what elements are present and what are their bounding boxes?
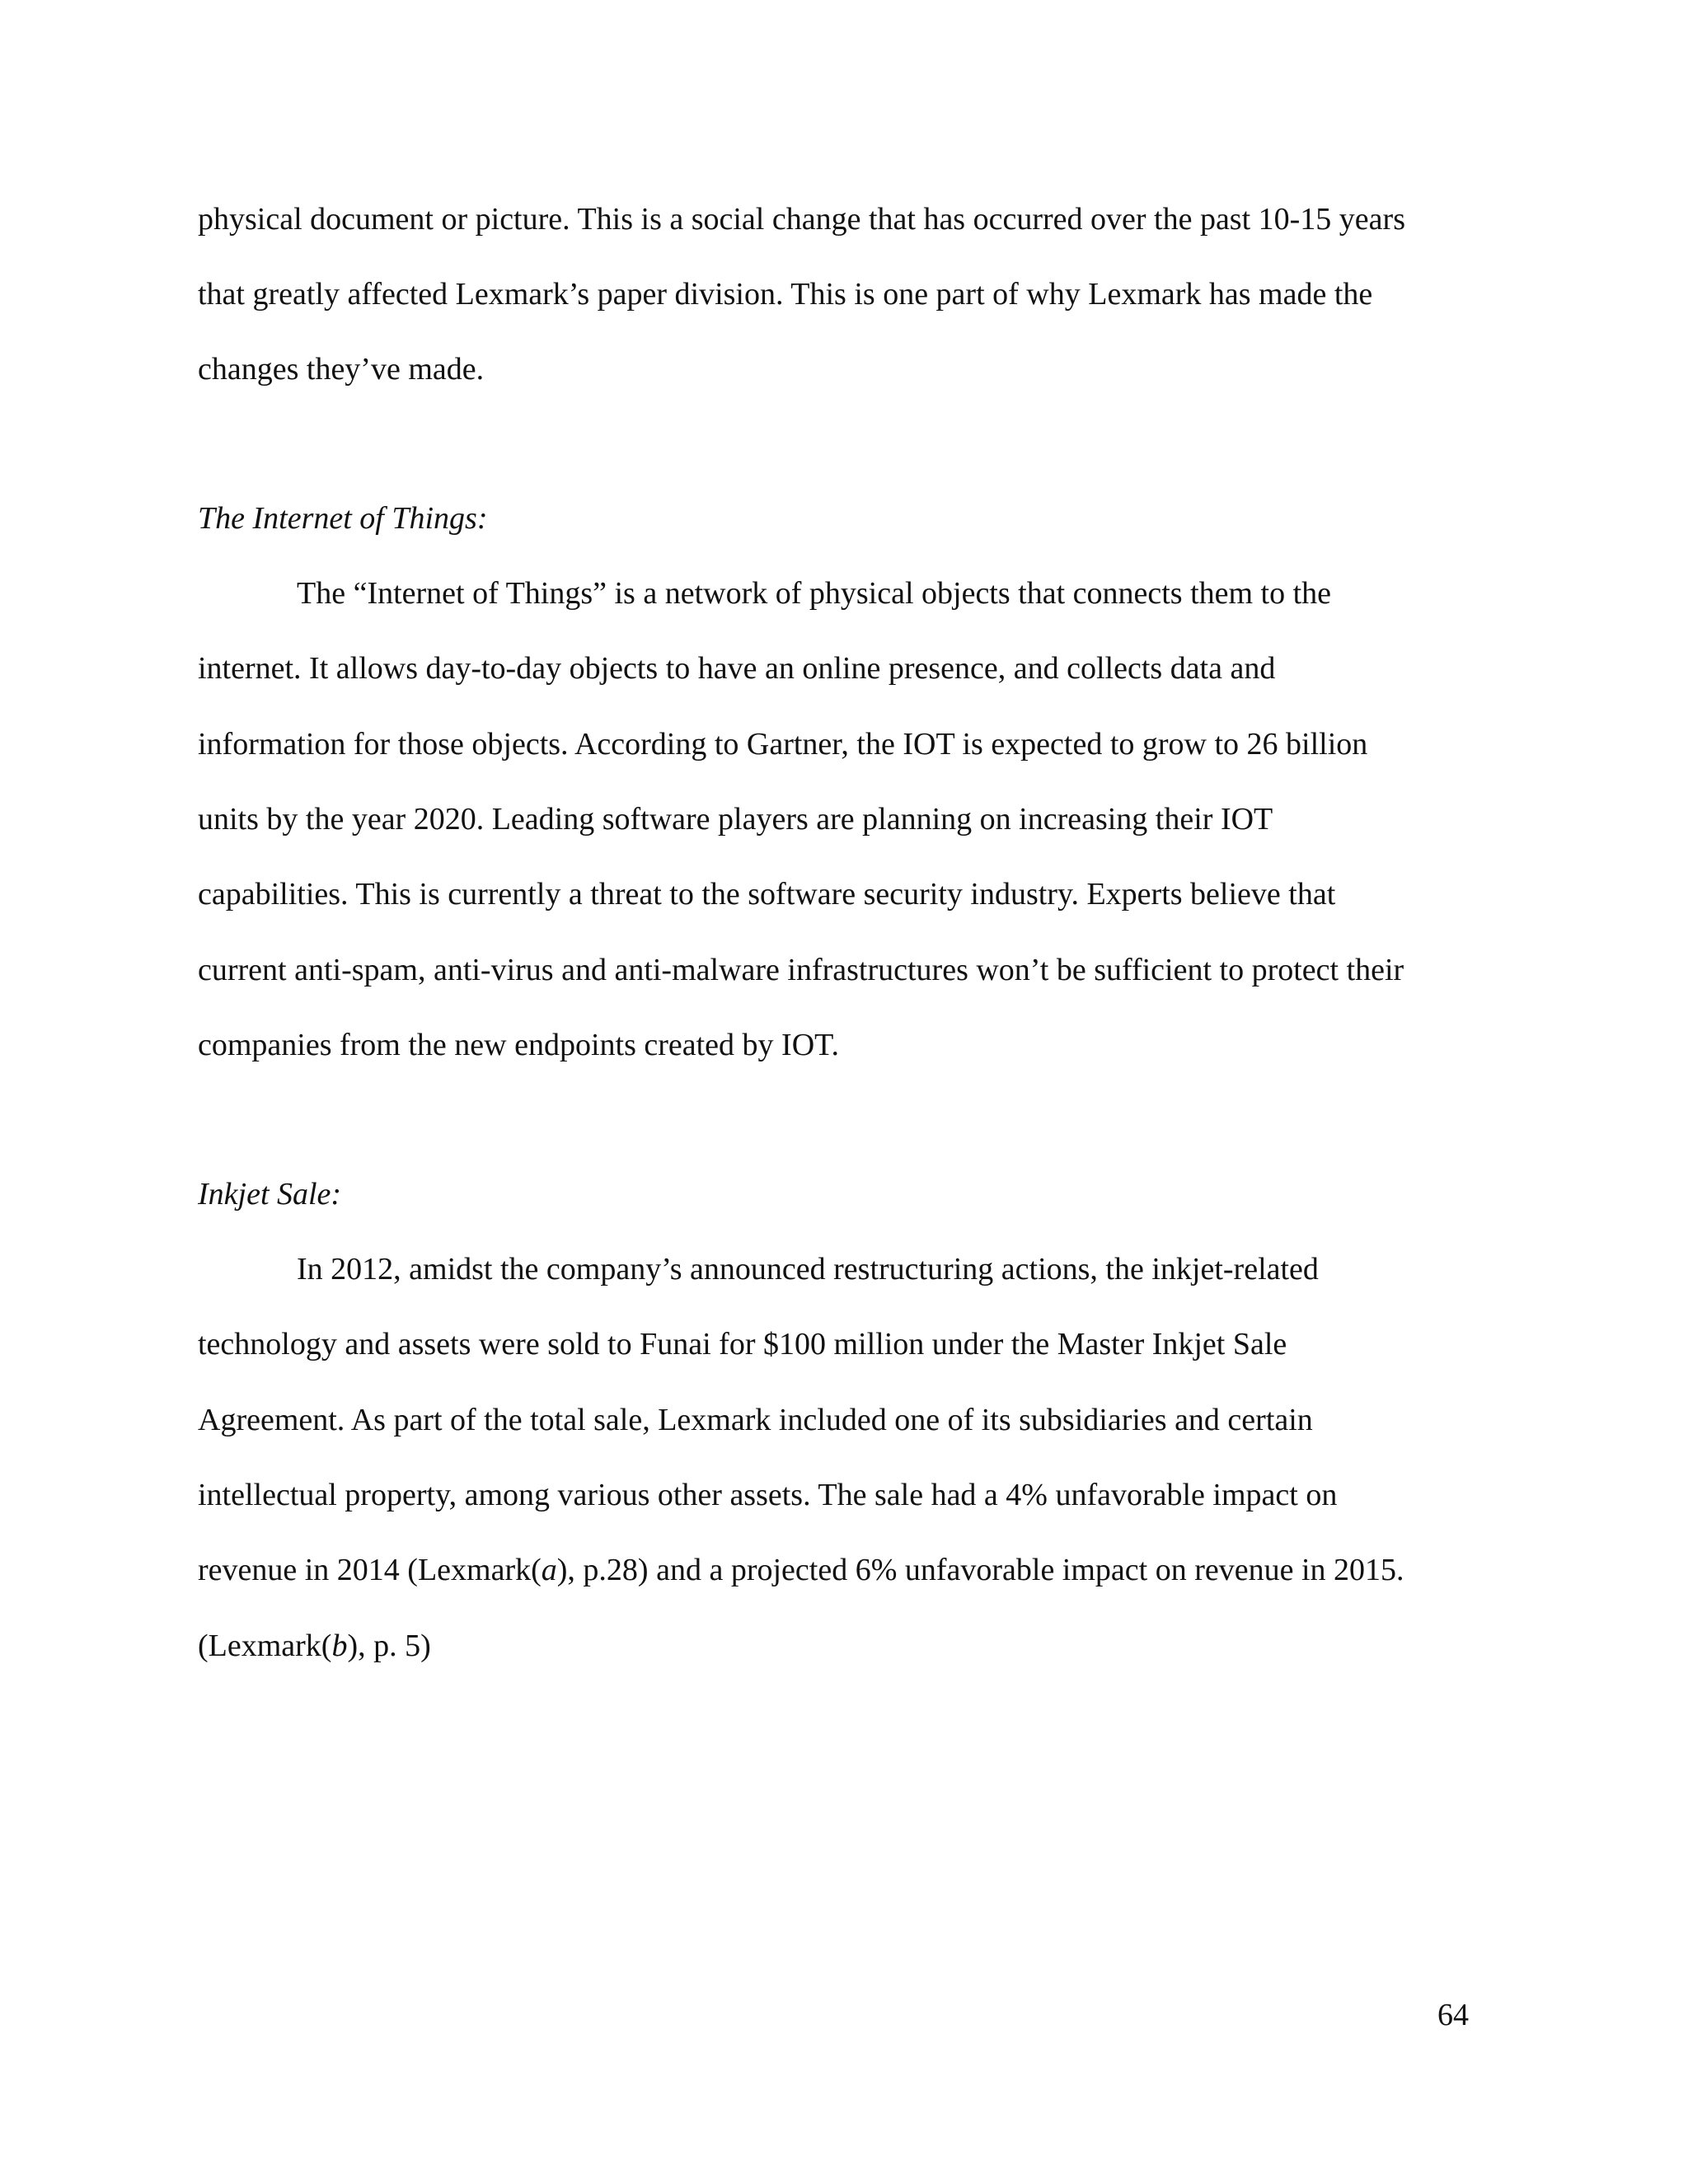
body-text-line bbox=[198, 1554, 1404, 1586]
citation-text: revenue in 2014 (Lexmark( bbox=[198, 1553, 542, 1587]
section-heading-iot: The Internet of Things: bbox=[198, 501, 488, 536]
body-text-line: technology and assets were sold to Funai for $100 million under the Master Inkjet Sale bbox=[198, 1327, 1287, 1361]
body-text-line: Agreement. As part of the total sale, Lexmark included one of its subsidiaries and certain bbox=[198, 1403, 1313, 1437]
body-text-line: information for those objects. According to Gartner, the IOT is expected to grow to 26 billion bbox=[198, 727, 1368, 762]
body-text-line: intellectual property, among various other assets. The sale had a 4% unfavorable impact on bbox=[198, 1478, 1338, 1512]
body-text-line: The “Internet of Things” is a network of physical objects that connects them to the bbox=[297, 576, 1332, 611]
body-text-line: In 2012, amidst the company’s announced restructuring actions, the inkjet-related bbox=[297, 1252, 1319, 1286]
body-text-line: changes they’ve made. bbox=[198, 352, 485, 387]
body-text-line: current anti-spam, anti-virus and anti-malware infrastructures won’t be sufficient to protect their bbox=[198, 953, 1404, 987]
citation-italic: b bbox=[331, 1629, 348, 1663]
citation-italic: a bbox=[541, 1553, 557, 1587]
body-text-line: units by the year 2020. Leading software players are planning on increasing their IOT bbox=[198, 802, 1273, 837]
body-text-line: internet. It allows day-to-day objects to have an online presence, and collects data and bbox=[198, 651, 1276, 686]
body-text-line: that greatly affected Lexmark’s paper division. This is one part of why Lexmark has made the bbox=[198, 277, 1373, 312]
citation-text: (Lexmark( bbox=[198, 1629, 332, 1663]
body-text-line bbox=[198, 1630, 431, 1661]
body-text-line: companies from the new endpoints created by IOT. bbox=[198, 1028, 840, 1062]
section-heading-inkjet: Inkjet Sale: bbox=[198, 1177, 342, 1212]
citation-text: ), p.28) and a projected 6% unfavorable impact on revenue in 2015. bbox=[556, 1553, 1404, 1587]
body-text-line: capabilities. This is currently a threat to the software security industry. Experts believe that bbox=[198, 877, 1336, 912]
body-text-line: physical document or picture. This is a social change that has occurred over the past 10-15 years bbox=[198, 202, 1405, 237]
page-number: 64 bbox=[1437, 1998, 1469, 2032]
citation-text: ), p. 5) bbox=[347, 1629, 431, 1663]
